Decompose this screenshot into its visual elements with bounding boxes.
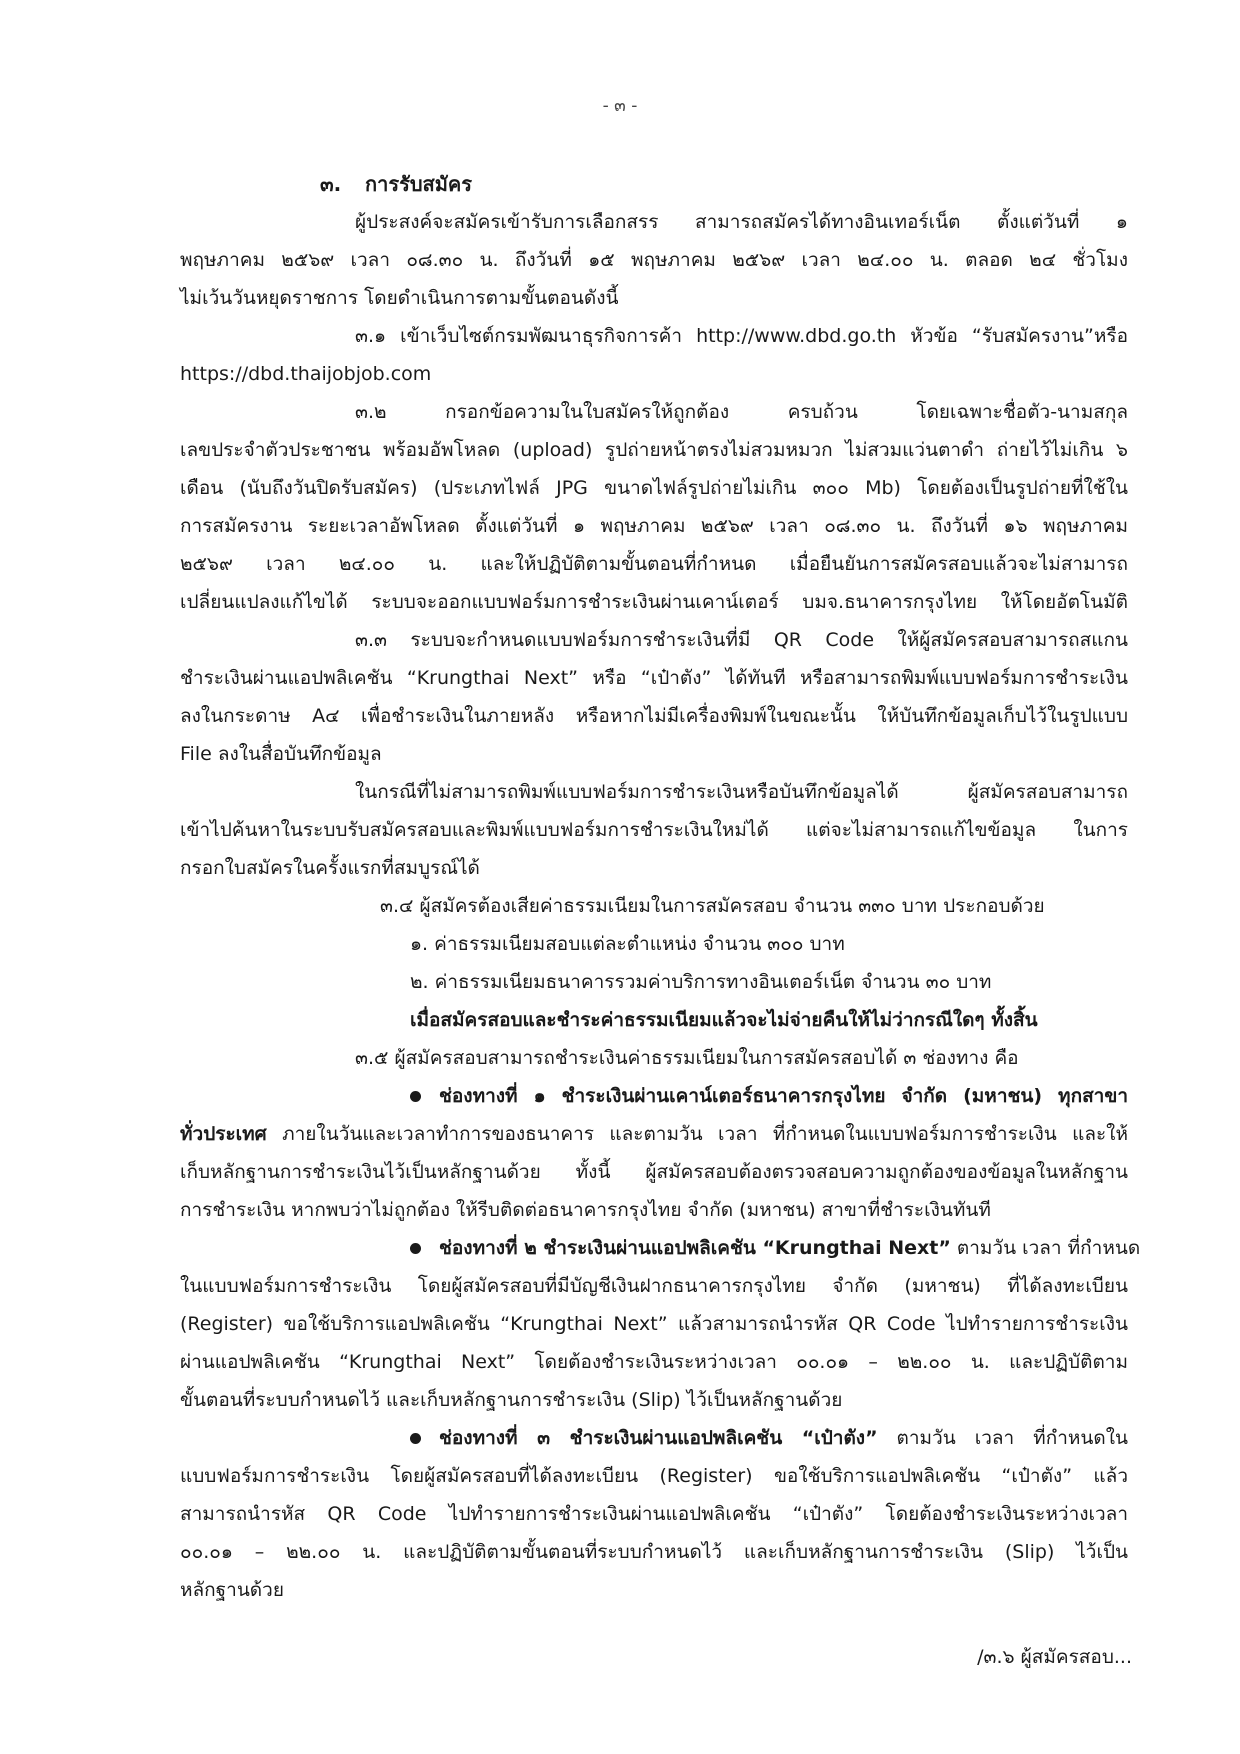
- item-3-2-line: ๒๕๖๙ เวลา ๒๔.๐๐ น. และให้ปฏิบัติตามขั้นตอนที่กำหนด เมื่อยืนยันการสมัครสอบแล้วจะไม่สามารถ: [180, 553, 1128, 575]
- channel-1-heading: [180, 1077, 1128, 1115]
- channel-3-line: สามารถนำรหัส QR Code ไปทำรายการชำระเงินผ่านแอปพลิเคชัน “เป๋าตัง” โดยต้องชำระเงินระหว่างเวลา: [180, 1503, 1128, 1525]
- item-3-4: [180, 887, 1128, 1039]
- channel-1-title: ช่องทางที่ ๑ ชำระเงินผ่านเคาน์เตอร์ธนาคารกรุงไทย จำกัด (มหาชน) ทุกสาขา: [439, 1085, 1128, 1107]
- intro-line: ผู้ประสงค์จะสมัครเข้ารับการเลือกสรร สามารถสมัครได้ทางอินเทอร์เน็ต ตั้งแต่วันที่ ๑: [355, 211, 1128, 233]
- item-3-2-line: เปลี่ยนแปลงแก้ไขได้ ระบบจะออกแบบฟอร์มการชำระเงินผ่านเคาน์เตอร์ บมจ.ธนาคารกรุงไทย ให้โดยอัตโนมัติ: [180, 591, 1128, 613]
- channel-1-line: การชำระเงิน หากพบว่าไม่ถูกต้อง ให้รีบติดต่อธนาคารกรุงไทย จำกัด (มหาชน) สาขาที่ชำระเงินทันที: [180, 1199, 991, 1221]
- channel-3-line: แบบฟอร์มการชำระเงิน โดยผู้สมัครสอบที่ได้ลงทะเบียน (Register) ขอใช้บริการแอปพลิเคชัน “เป๋าตัง” แล้ว: [180, 1465, 1128, 1487]
- item-3-3-line: ชำระเงินผ่านแอปพลิเคชัน “Krungthai Next” หรือ “เป๋าตัง” ได้ทันที หรือสามารถพิมพ์แบบฟอร์มการชำระเงิน: [180, 667, 1128, 689]
- fee-item: ๑. ค่าธรรมเนียมสอบแต่ละตำแหน่ง จำนวน ๓๐๐ บาท: [410, 933, 845, 955]
- payment-channel-3: [180, 1419, 1128, 1609]
- channel-3-line: หลักฐานด้วย: [180, 1579, 284, 1601]
- item-3-3-line: ๓.๓ ระบบจะกำหนดแบบฟอร์มการชำระเงินที่มี QR Code ให้ผู้สมัครสอบสามารถสแกน: [355, 629, 1128, 651]
- payment-channel-1: [180, 1077, 1128, 1229]
- channel-3-title: ช่องทางที่ ๓ ชำระเงินผ่านแอปพลิเคชัน “เป๋าตัง”: [439, 1427, 878, 1449]
- bullet-icon: [410, 1091, 421, 1102]
- item-3-4-intro: ๓.๔ ผู้สมัครต้องเสียค่าธรรมเนียมในการสมัครสอบ จำนวน ๓๓๐ บาท ประกอบด้วย: [380, 895, 1045, 917]
- channel-3-title-tail: ตามวัน เวลา ที่กำหนดใน: [877, 1427, 1128, 1449]
- channel-2-heading: [180, 1229, 1141, 1267]
- fee-item: ๒. ค่าธรรมเนียมธนาคารรวมค่าบริการทางอินเตอร์เน็ต จำนวน ๓๐ บาท: [410, 971, 992, 993]
- channel-2-line: ในแบบฟอร์มการชำระเงิน โดยผู้สมัครสอบที่มีบัญชีเงินฝากธนาคารกรุงไทย จำกัด (มหาชน) ที่ได้ลงทะเบียน: [180, 1275, 1128, 1297]
- section-number: ๓.: [320, 172, 342, 196]
- item-3-5-intro: ๓.๕ ผู้สมัครสอบสามารถชำระเงินค่าธรรมเนียมในการสมัครสอบได้ ๓ ช่องทาง คือ: [355, 1047, 1019, 1069]
- bullet-icon: [410, 1433, 421, 1444]
- item-3-3: [180, 621, 1128, 887]
- item-3-5: [180, 1039, 1141, 1609]
- intro-line: ไม่เว้นวันหยุดราชการ โดยดำเนินการตามขั้นตอนดังนี้: [180, 287, 619, 309]
- intro-paragraph: [180, 203, 1128, 317]
- page-number: - ๓ -: [602, 96, 638, 116]
- channel-2-title-tail: ตามวัน เวลา ที่กำหนด: [950, 1237, 1141, 1259]
- thaijobjob-link[interactable]: https://dbd.thaijobjob.com: [180, 363, 432, 385]
- channel-1-text: ภายในวันและเวลาทำการของธนาคาร และตามวัน เวลา ที่กำหนดในแบบฟอร์มการชำระเงิน และให้: [266, 1123, 1128, 1145]
- item-3-3-followup-line: ในกรณีที่ไม่สามารถพิมพ์แบบฟอร์มการชำระเงินหรือบันทึกข้อมูลได้ ผู้สมัครสอบสามารถ: [355, 781, 1128, 803]
- item-3-3-followup-line: เข้าไปค้นหาในระบบรับสมัครสอบและพิมพ์แบบฟอร์มการชำระเงินใหม่ได้ แต่จะไม่สามารถแก้ไขข้อมูล ในการ: [180, 819, 1128, 841]
- bullet-icon: [410, 1243, 421, 1254]
- continuation-note: /๓.๖ ผู้สมัครสอบ...: [977, 1646, 1132, 1668]
- channel-3-line: ๐๐.๐๑ – ๒๒.๐๐ น. และปฏิบัติตามขั้นตอนที่ระบบกำหนดไว้ และเก็บหลักฐานการชำระเงิน (Slip) ไว้เป็น: [180, 1541, 1128, 1563]
- item-3-2: [180, 393, 1128, 621]
- item-3-1-line: ๓.๑ เข้าเว็บไซต์กรมพัฒนาธุรกิจการค้า http://www.dbd.go.th หัวข้อ “รับสมัครงาน”หรือ: [355, 325, 1128, 347]
- item-3-2-line: การสมัครงาน ระยะเวลาอัพโหลด ตั้งแต่วันที่ ๑ พฤษภาคม ๒๕๖๙ เวลา ๐๘.๓๐ น. ถึงวันที่ ๑๖ พฤษภาคม: [180, 515, 1128, 537]
- channel-1-line: [180, 1115, 1128, 1153]
- channel-2-line: ผ่านแอปพลิเคชัน “Krungthai Next” โดยต้องชำระเงินระหว่างเวลา ๐๐.๐๑ – ๒๒.๐๐ น. และปฏิบัติตาม: [180, 1351, 1128, 1373]
- document-body: [180, 165, 1141, 1609]
- item-3-2-line: เลขประจำตัวประชาชน พร้อมอัพโหลด (upload) รูปถ่ายหน้าตรงไม่สวมหมวก ไม่สวมแว่นตาดำ ถ่ายไว้ไม่เกิน ๖: [180, 439, 1128, 461]
- item-3-1: [180, 317, 1128, 393]
- channel-2-title: ช่องทางที่ ๒ ชำระเงินผ่านแอปพลิเคชัน “Krungthai Next”: [439, 1237, 951, 1259]
- intro-line: พฤษภาคม ๒๕๖๙ เวลา ๐๘.๓๐ น. ถึงวันที่ ๑๕ พฤษภาคม ๒๕๖๙ เวลา ๒๔.๐๐ น. ตลอด ๒๔ ชั่วโมง: [180, 249, 1128, 271]
- channel-2-line: ขั้นตอนที่ระบบกำหนดไว้ และเก็บหลักฐานการชำระเงิน (Slip) ไว้เป็นหลักฐานด้วย: [180, 1389, 843, 1411]
- item-3-2-line: ๓.๒ กรอกข้อความในใบสมัครให้ถูกต้อง ครบถ้วน โดยเฉพาะชื่อตัว-นามสกุล: [355, 401, 1128, 423]
- section-heading: [180, 165, 1128, 203]
- channel-2-line: (Register) ขอใช้บริการแอปพลิเคชัน “Krungthai Next” แล้วสามารถนำรหัส QR Code ไปทำรายการชำระเงิน: [180, 1313, 1128, 1335]
- item-3-3-line: ลงในกระดาษ A๔ เพื่อชำระเงินในภายหลัง หรือหากไม่มีเครื่องพิมพ์ในขณะนั้น ให้บันทึกข้อมูลเก็บไว้ในรูปแบบ: [180, 705, 1128, 727]
- section-title: การรับสมัคร: [365, 172, 473, 196]
- item-3-3-line: File ลงในสื่อบันทึกข้อมูล: [180, 743, 382, 765]
- channel-1-line: เก็บหลักฐานการชำระเงินไว้เป็นหลักฐานด้วย ทั้งนี้ ผู้สมัครสอบต้องตรวจสอบความถูกต้องของข้อมูลในหลักฐาน: [180, 1161, 1128, 1183]
- no-refund-notice: เมื่อสมัครสอบและชำระค่าธรรมเนียมแล้วจะไม่จ่ายคืนให้ไม่ว่ากรณีใดๆ ทั้งสิ้น: [410, 1009, 1038, 1031]
- channel-1-title-cont: ทั่วประเทศ: [180, 1123, 267, 1145]
- channel-3-heading: [180, 1419, 1128, 1457]
- item-3-3-followup-line: กรอกใบสมัครในครั้งแรกที่สมบูรณ์ได้: [180, 857, 480, 879]
- item-3-2-line: เดือน (นับถึงวันปิดรับสมัคร) (ประเภทไฟล์ JPG ขนาดไฟล์รูปถ่ายไม่เกิน ๓๐๐ Mb) โดยต้องเป็นรูปถ่ายที่ใช้ใน: [180, 477, 1128, 499]
- payment-channel-2: [180, 1229, 1141, 1419]
